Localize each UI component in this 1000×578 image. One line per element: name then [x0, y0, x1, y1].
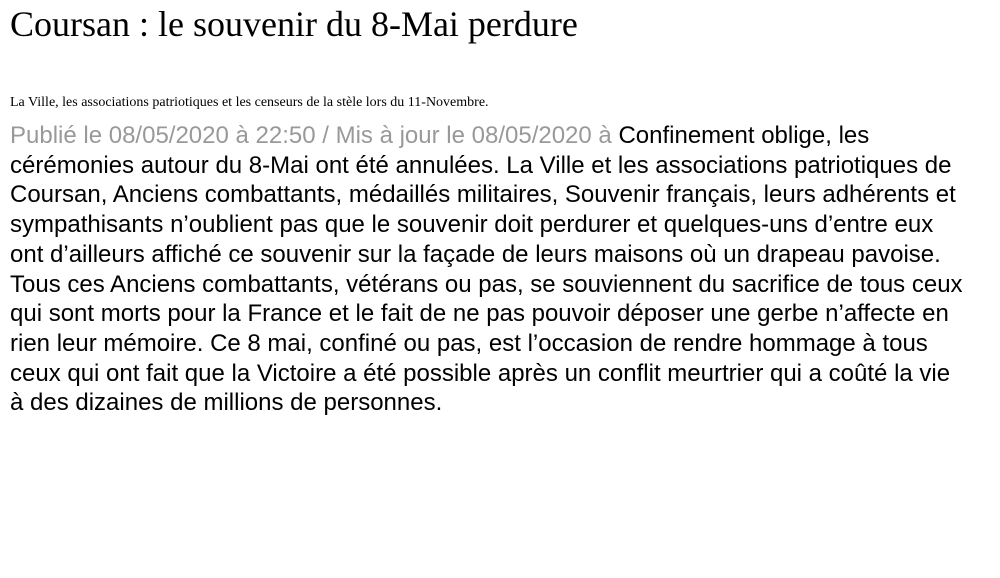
publication-date: Publié le 08/05/2020 à 22:50 / Mis à jour le 08/05/2020 à: [10, 122, 612, 149]
article-body: [10, 121, 970, 418]
image-caption: La Ville, les associations patriotiques et les censeurs de la stèle lors du 11-Novembre.: [10, 95, 489, 110]
article-text: Confinement oblige, les cérémonies autour du 8-Mai ont été annulées. La Ville et les associations patriotiques de Coursan, Anciens combattants, médaillés militaires, Souvenir français, leurs adhérents et sympathisants n’oublient pas que le souvenir doit perdurer et quelques-uns d’entre eux ont d’ailleurs affiché ce souvenir sur la façade de leurs maisons où un drapeau pavoise. Tous ces Anciens combattants, vétérans ou pas, se souviennent du sacrifice de tous ceux qui sont morts pour la France et le fait de ne pas pouvoir déposer une gerbe n’affecte en rien leur mémoire. Ce 8 mai, confiné ou pas, est l’occasion de rendre hommage à tous ceux qui ont fait que la Victoire a été possible après un conflit meurtrier qui a coûté la vie à des dizaines de millions de personnes.: [10, 122, 963, 417]
article-headline: Coursan : le souvenir du 8-Mai perdure: [10, 4, 578, 44]
